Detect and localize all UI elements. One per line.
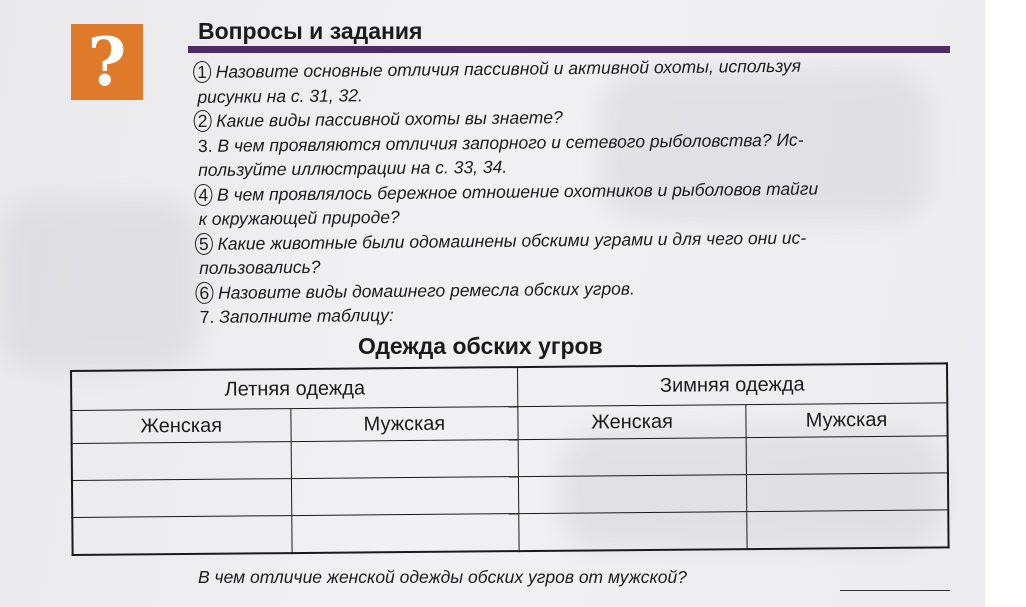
table-cell-empty[interactable] <box>72 479 291 518</box>
summer-clothing-header: Летняя одежда <box>71 367 518 410</box>
table-cell-empty[interactable] <box>519 512 747 551</box>
question-text: Какие виды пассивной охоты вы знаете? <box>216 107 563 131</box>
summer-men-header: Мужская <box>290 407 518 442</box>
question-number: 3. <box>197 135 213 156</box>
question-mark-symbol: ? <box>87 23 127 101</box>
question-number: 2 <box>194 110 212 132</box>
question-text: Какие животные были одомашнены обскими уграми и для чего они ис- <box>217 227 807 254</box>
question-number: 4 <box>194 183 212 205</box>
table-cell-empty[interactable] <box>72 516 291 555</box>
question-number: 6 <box>195 281 213 303</box>
table-title: Одежда обских угров <box>358 333 603 359</box>
table-cell-empty[interactable] <box>291 440 519 479</box>
table-cell-empty[interactable] <box>72 442 291 481</box>
clothing-table <box>70 362 950 556</box>
questions-list <box>197 52 945 329</box>
heading-underline-bar <box>188 46 950 53</box>
answer-line <box>840 590 950 591</box>
question-text-continuation: пользуйте иллюстрации на с. 33, 34. <box>198 156 508 180</box>
table-row <box>72 510 948 555</box>
table-cell-empty[interactable] <box>518 438 746 477</box>
table-cell-empty[interactable] <box>747 510 949 549</box>
question-text: В чем проявлялось бережное отношение охотников и рыболовов тайги <box>216 178 819 205</box>
question-text-continuation: к окружающей природе? <box>198 206 400 229</box>
question-mark-icon <box>71 24 143 100</box>
section-heading: Вопросы и задания <box>198 18 423 44</box>
winter-women-header: Женская <box>518 405 746 440</box>
bottom-question: В чем отличие женской одежды обских угров от мужской? <box>198 567 687 587</box>
table-cell-empty[interactable] <box>291 514 519 553</box>
question-number: 7. <box>199 306 215 327</box>
question-text: В чем проявляются отличия запорного и сетевого рыболовства? Ис- <box>217 129 804 156</box>
question-number: 1 <box>193 61 211 83</box>
table-cell-empty[interactable] <box>746 436 948 475</box>
question-text: Назовите основные отличия пассивной и активной охоты, используя <box>215 55 801 82</box>
question-text-continuation: рисунки на с. 31, 32. <box>197 84 363 107</box>
question-text: Заполните таблицу: <box>219 304 394 327</box>
question-text-continuation: пользовались? <box>199 256 321 278</box>
summer-women-header: Женская <box>71 409 290 444</box>
table-cell-empty[interactable] <box>746 473 948 512</box>
question-text: Назовите виды домашнего ремесла обских угров. <box>217 277 635 303</box>
question-item <box>199 224 944 281</box>
question-item <box>197 52 942 109</box>
table-cell-empty[interactable] <box>291 477 519 516</box>
bleed-through-shadow <box>0 200 200 370</box>
winter-men-header: Мужская <box>746 403 948 438</box>
winter-clothing-header: Зимняя одежда <box>518 363 948 406</box>
question-number: 5 <box>195 232 213 254</box>
table-cell-empty[interactable] <box>519 475 747 514</box>
question-item <box>198 175 943 232</box>
question-item <box>198 126 943 183</box>
